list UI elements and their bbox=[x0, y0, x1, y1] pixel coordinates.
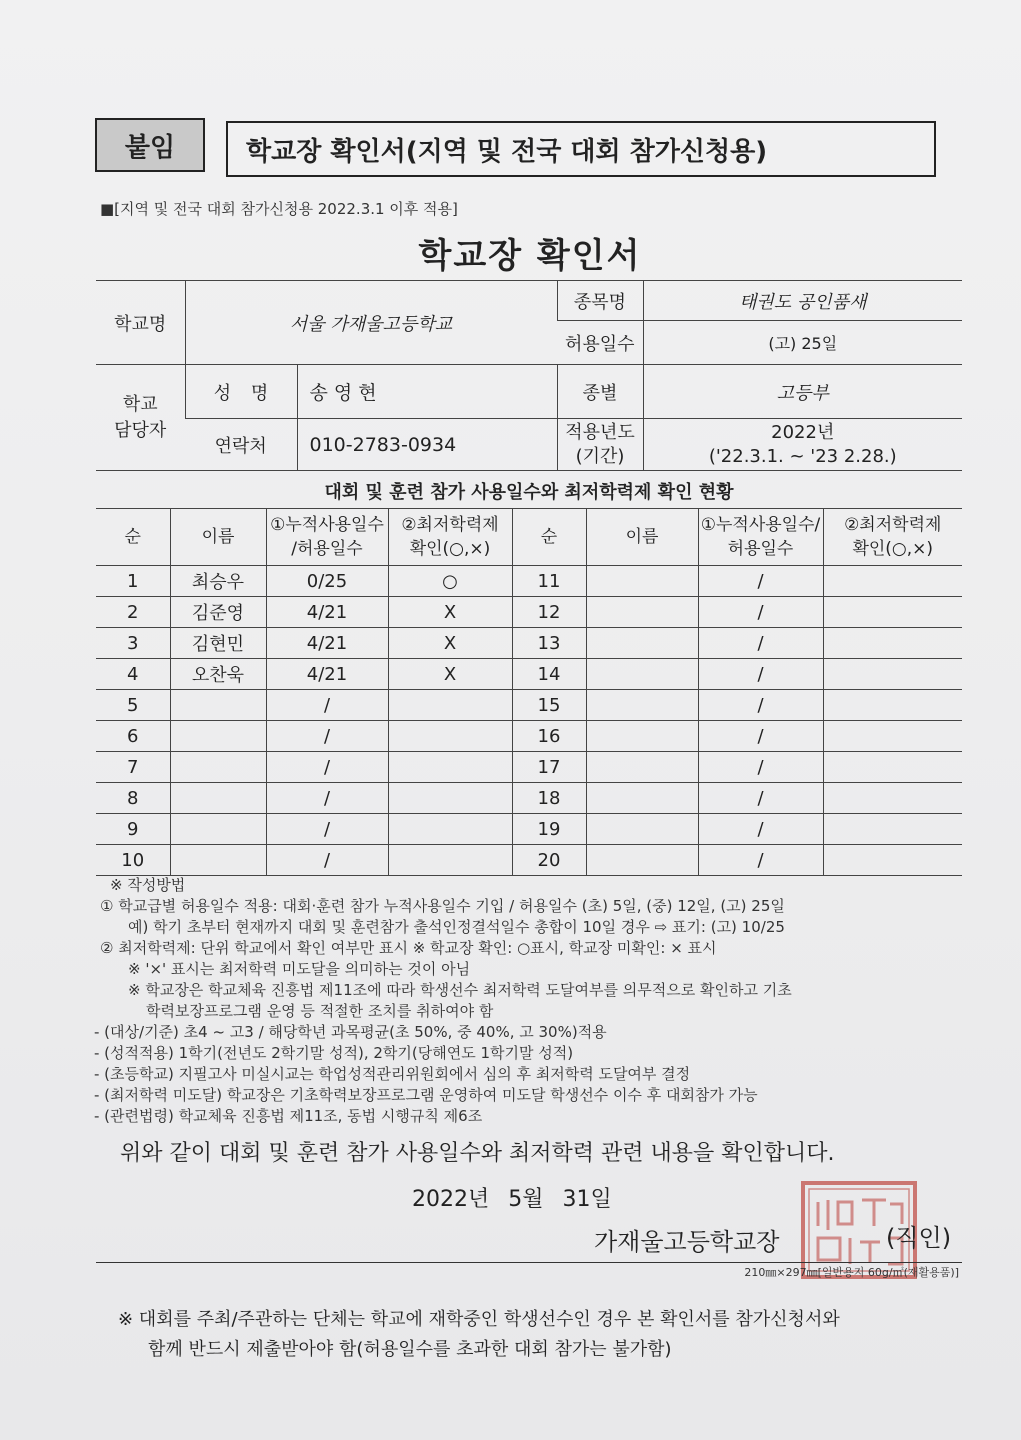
row-num: 10 bbox=[96, 845, 170, 876]
paper-spec: 210㎜×297㎜[일반용지 60g/㎡(재활용품)] bbox=[744, 1266, 959, 1279]
note-line: ② 최저학력제: 단위 학교에서 확인 여부만 표시 ※ 학교장 확인: ○표시, 학교장 미확인: × 표시 bbox=[100, 939, 717, 957]
table-row bbox=[96, 659, 962, 690]
row-check bbox=[388, 752, 512, 783]
row-days: / bbox=[698, 566, 823, 597]
note-line: ① 학교급별 허용일수 적용: 대회·훈련 참가 누적사용일수 기입 / 허용일수 (초) 5일, (중) 12일, (고) 25일 bbox=[100, 897, 785, 915]
row-days: / bbox=[698, 752, 823, 783]
row-num: 16 bbox=[512, 721, 586, 752]
row-num: 8 bbox=[96, 783, 170, 814]
note-line: - (대상/기준) 초4 ~ 고3 / 해당학년 과목평균(초 50%, 중 40%, 고 30%)적용 bbox=[94, 1023, 607, 1041]
row-name bbox=[170, 845, 266, 876]
row-num: 5 bbox=[96, 690, 170, 721]
row-check bbox=[388, 814, 512, 845]
year-value: 2022년 bbox=[771, 421, 835, 443]
note-line: ※ 학교장은 학교체육 진흥법 제11조에 따라 학생선수 최저학력 도달여부를 의무적으로 확인하고 기초 bbox=[128, 981, 792, 999]
footnote-line-2: 함께 반드시 제출받아야 함(허용일수를 초과한 대회 참가는 불가함) bbox=[148, 1339, 672, 1360]
row-days: / bbox=[698, 597, 823, 628]
table-row bbox=[96, 721, 962, 752]
notes-heading: ※ 작성방법 bbox=[110, 876, 186, 894]
row-num: 13 bbox=[512, 628, 586, 659]
category-label: 종별 bbox=[557, 365, 643, 419]
row-name bbox=[586, 721, 698, 752]
col-check-right: ②최저학력제 확인(○,×) bbox=[823, 509, 962, 566]
row-days: 4/21 bbox=[266, 628, 388, 659]
row-name bbox=[586, 752, 698, 783]
row-check bbox=[823, 814, 962, 845]
row-num: 17 bbox=[512, 752, 586, 783]
row-check bbox=[388, 845, 512, 876]
info-table bbox=[96, 280, 962, 471]
status-title: 대회 및 훈련 참가 사용일수와 최저학력제 확인 현황 bbox=[324, 482, 734, 503]
note-line: - (성적적용) 1학기(전년도 2학기말 성적), 2학기(당해연도 1학기말 성적) bbox=[94, 1044, 574, 1062]
table-row bbox=[96, 752, 962, 783]
note-line: 학력보장프로그램 운영 등 적절한 조치를 취하여야 함 bbox=[146, 1002, 494, 1020]
col-days-right: ①누적사용일수/ 허용일수 bbox=[698, 509, 823, 566]
row-num: 6 bbox=[96, 721, 170, 752]
row-check bbox=[823, 628, 962, 659]
row-check bbox=[388, 783, 512, 814]
row-num: 20 bbox=[512, 845, 586, 876]
row-name: 최승우 bbox=[170, 566, 266, 597]
row-days: / bbox=[266, 783, 388, 814]
row-num: 18 bbox=[512, 783, 586, 814]
row-check bbox=[823, 597, 962, 628]
col-check: ②최저학력제 확인(○,×) bbox=[388, 509, 512, 566]
row-name: 오찬욱 bbox=[170, 659, 266, 690]
row-days: / bbox=[266, 721, 388, 752]
name-label: 성 명 bbox=[185, 365, 297, 419]
note-line: ※ '×' 표시는 최저학력 미도달을 의미하는 것이 아님 bbox=[128, 960, 471, 978]
note-line: - (초등학교) 지필고사 미실시교는 학업성적관리위원회에서 심의 후 최저학력 도달여부 결정 bbox=[94, 1065, 691, 1083]
document-title: 학교장 확인서 bbox=[418, 236, 642, 276]
row-check bbox=[388, 721, 512, 752]
table-row bbox=[96, 783, 962, 814]
sub-note: ■[지역 및 전국 대회 참가신청용 2022.3.1 이후 적용] bbox=[100, 200, 458, 218]
period-value: ('22.3.1. ~ '23 2.28.) bbox=[708, 445, 897, 467]
table-row bbox=[96, 690, 962, 721]
row-name bbox=[170, 752, 266, 783]
row-days: / bbox=[266, 814, 388, 845]
col-name: 이름 bbox=[170, 509, 266, 566]
row-num: 12 bbox=[512, 597, 586, 628]
usage-table bbox=[96, 508, 962, 876]
row-check: ○ bbox=[388, 566, 512, 597]
contact-value: 010-2783-0934 bbox=[297, 419, 557, 471]
attachment-tag: 붙임 bbox=[95, 118, 205, 172]
col-num: 순 bbox=[96, 509, 170, 566]
table-header-row bbox=[96, 509, 962, 566]
category-value: 고등부 bbox=[643, 365, 962, 419]
row-num: 1 bbox=[96, 566, 170, 597]
row-num: 2 bbox=[96, 597, 170, 628]
name-value: 송 영 현 bbox=[297, 365, 557, 419]
row-check: X bbox=[388, 628, 512, 659]
row-name bbox=[586, 814, 698, 845]
note-line: - (관련법령) 학교체육 진흥법 제11조, 동법 시행규칙 제6조 bbox=[94, 1107, 483, 1125]
row-check bbox=[823, 845, 962, 876]
row-days: / bbox=[698, 659, 823, 690]
footnote-line-1: ※ 대회를 주최/주관하는 단체는 학교에 재학중인 학생선수인 경우 본 확인서를 참가신청서와 bbox=[118, 1309, 840, 1330]
allowed-value: (고) 25일 bbox=[643, 321, 962, 365]
table-row bbox=[96, 814, 962, 845]
seal-label: (직인) bbox=[886, 1224, 952, 1252]
row-name bbox=[586, 845, 698, 876]
row-num: 3 bbox=[96, 628, 170, 659]
row-days: / bbox=[698, 814, 823, 845]
table-row bbox=[96, 628, 962, 659]
school-value: 서울 가재울고등학교 bbox=[185, 281, 557, 365]
row-check bbox=[823, 783, 962, 814]
allowed-label: 허용일수 bbox=[557, 321, 643, 365]
table-row bbox=[96, 845, 962, 876]
divider bbox=[96, 1262, 962, 1263]
row-num: 4 bbox=[96, 659, 170, 690]
issue-date: 2022년 5월 31일 bbox=[412, 1187, 612, 1212]
col-name-right: 이름 bbox=[586, 509, 698, 566]
row-check bbox=[823, 659, 962, 690]
confirmation-statement: 위와 같이 대회 및 훈련 참가 사용일수와 최저학력 관련 내용을 확인합니다. bbox=[120, 1141, 835, 1166]
row-num: 9 bbox=[96, 814, 170, 845]
row-check bbox=[823, 566, 962, 597]
note-line: 예) 학기 초부터 현재까지 대회 및 훈련참가 출석인정결석일수 총합이 10일 경우 ⇨ 표기: (고) 10/25 bbox=[128, 918, 785, 936]
row-check bbox=[823, 721, 962, 752]
event-label: 종목명 bbox=[557, 281, 643, 321]
row-check bbox=[823, 752, 962, 783]
school-label: 학교명 bbox=[96, 281, 185, 365]
row-num: 14 bbox=[512, 659, 586, 690]
row-name bbox=[586, 783, 698, 814]
col-days: ①누적사용일수 /허용일수 bbox=[266, 509, 388, 566]
row-days: / bbox=[698, 690, 823, 721]
row-days: 0/25 bbox=[266, 566, 388, 597]
row-check bbox=[823, 690, 962, 721]
row-days: / bbox=[698, 721, 823, 752]
year-cell bbox=[643, 419, 962, 471]
row-name bbox=[586, 659, 698, 690]
row-num: 11 bbox=[512, 566, 586, 597]
row-name bbox=[170, 721, 266, 752]
year-label: 적용년도 (기간) bbox=[557, 419, 643, 471]
row-days: 4/21 bbox=[266, 659, 388, 690]
row-days: / bbox=[266, 752, 388, 783]
row-days: / bbox=[698, 845, 823, 876]
table-row bbox=[96, 597, 962, 628]
row-name bbox=[586, 597, 698, 628]
row-name: 김준영 bbox=[170, 597, 266, 628]
row-name bbox=[170, 690, 266, 721]
row-num: 15 bbox=[512, 690, 586, 721]
row-name bbox=[170, 814, 266, 845]
row-name: 김현민 bbox=[170, 628, 266, 659]
row-check: X bbox=[388, 659, 512, 690]
contact-label: 연락처 bbox=[185, 419, 297, 471]
row-name bbox=[170, 783, 266, 814]
row-days: 4/21 bbox=[266, 597, 388, 628]
writing-notes bbox=[94, 875, 980, 1127]
row-days: / bbox=[266, 690, 388, 721]
row-num: 19 bbox=[512, 814, 586, 845]
row-check: X bbox=[388, 597, 512, 628]
row-num: 7 bbox=[96, 752, 170, 783]
row-name bbox=[586, 566, 698, 597]
principal-signature: 가재울고등학교장 bbox=[594, 1228, 780, 1256]
row-days: / bbox=[698, 783, 823, 814]
banner-title: 학교장 확인서(지역 및 전국 대회 참가신청용) bbox=[226, 121, 936, 177]
note-line: - (최저학력 미도달) 학교장은 기초학력보장프로그램 운영하여 미도달 학생선수 이수 후 대회참가 가능 bbox=[94, 1086, 758, 1104]
table-row bbox=[96, 566, 962, 597]
row-check bbox=[388, 690, 512, 721]
row-name bbox=[586, 628, 698, 659]
row-days: / bbox=[266, 845, 388, 876]
manager-label: 학교 담당자 bbox=[96, 365, 185, 471]
row-days: / bbox=[698, 628, 823, 659]
col-num-right: 순 bbox=[512, 509, 586, 566]
row-name bbox=[586, 690, 698, 721]
event-value: 태권도 공인품새 bbox=[643, 281, 962, 321]
footnote bbox=[118, 1305, 840, 1365]
